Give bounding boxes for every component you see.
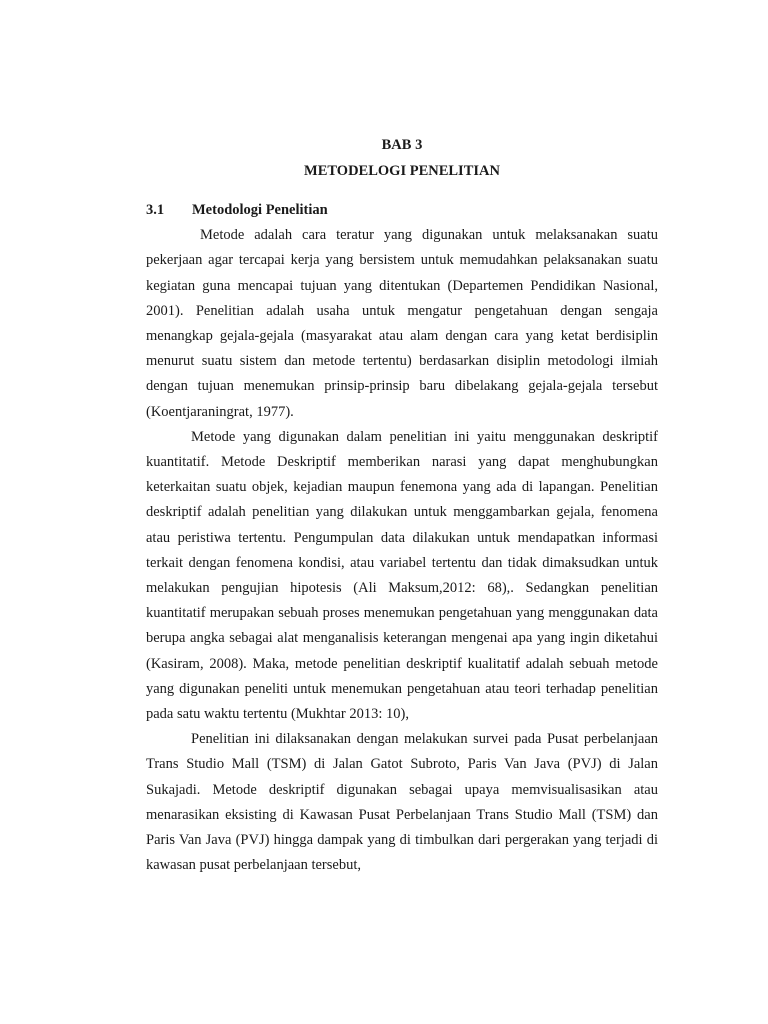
page-content (146, 132, 658, 878)
chapter-title: METODELOGI PENELITIAN (304, 163, 500, 179)
paragraph: Metode adalah cara teratur yang digunakan untuk melaksanakan suatu pekerjaan agar tercapai kerja yang bersistem untuk memudahkan pelaksanakan suatu kegiatan guna mencapai tujuan yang ditentukan (Departemen Pendidikan Nasional, 2001). Penelitian adalah usaha untuk mengatur pengetahuan dengan sengaja menangkap gejala-gejala (masyarakat atau alam dengan cara yang ketat berdisiplin menurut suatu sistem dan metode tertentu) berdasarkan disiplin metodologi ilmiah dengan tujuan menemukan prinsip-prinsip baru dibelakang gejala-gejala tersebut (Koentjaraningrat, 1977). (146, 227, 658, 420)
section-heading (146, 198, 658, 223)
paragraph: Penelitian ini dilaksanakan dengan melakukan survei pada Pusat perbelanjaan Trans Studio Mall (TSM) di Jalan Gatot Subroto, Paris Van Java (PVJ) di Jalan Sukajadi. Metode deskriptif digunakan sebagai upaya memvisualisasikan atau menarasikan eksisting di Kawasan Pusat Perbelanjaan Trans Studio Mall (TSM) dan Paris Van Java (PVJ) hingga dampak yang di timbulkan dari pergerakan yang terjadi di kawasan pusat perbelanjaan tersebut, (146, 731, 658, 874)
section-title: Metodologi Penelitian (192, 202, 328, 218)
paragraph: Metode yang digunakan dalam penelitian ini yaitu menggunakan deskriptif kuantitatif. Metode Deskriptif memberikan narasi yang dapat menghubungkan keterkaitan suatu objek, kejadian maupun fenemona yang ada di lapangan. Penelitian deskriptif adalah penelitian yang dilakukan untuk menggambarkan gejala, fenomena atau peristiwa tertentu. Pengumpulan data dilakukan untuk mendapatkan informasi terkait dengan fenomena kondisi, atau variabel tertentu dan tidak dimaksudkan untuk melakukan pengujian hipotesis (Ali Maksum,2012: 68),. Sedangkan penelitian kuantitatif merupakan sebuah proses menemukan pengetahuan yang menggunakan data berupa angka sebagai alat menganalisis keterangan mengenai apa yang ingin diketahui (Kasiram, 2008). Maka, metode penelitian deskriptif kualitatif adalah sebuah metode yang digunakan peneliti untuk menemukan pengetahuan atau teori terhadap penelitian pada satu waktu tertentu (Mukhtar 2013: 10), (146, 428, 658, 723)
section-number: 3.1 (146, 202, 165, 218)
chapter-heading (146, 132, 658, 184)
chapter-label: BAB 3 (381, 137, 423, 153)
